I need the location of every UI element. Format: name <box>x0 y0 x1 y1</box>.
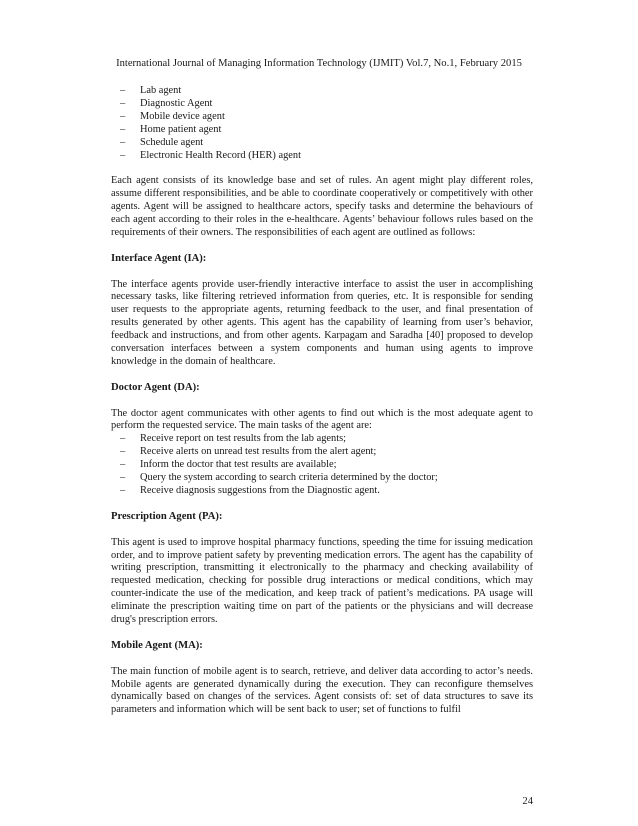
list-item: – Query the system according to search criteria determined by the doctor; <box>111 472 533 485</box>
list-item: – Electronic Health Record (HER) agent <box>111 150 533 163</box>
doctor-agent-paragraph: The doctor agent communicates with other agents to find out which is the most adequate agent to perform the requested service. The main tasks of the agent are: <box>111 407 533 432</box>
list-item: – Inform the doctor that test results are available; <box>111 459 533 472</box>
list-item: – Schedule agent <box>111 137 533 150</box>
list-item: – Lab agent <box>111 85 533 98</box>
interface-agent-heading: Interface Agent (IA): <box>111 252 207 264</box>
list-item: – Receive alerts on unread test results from the alert agent; <box>111 446 533 459</box>
list-item: – Receive diagnosis suggestions from the Diagnostic agent. <box>111 485 533 498</box>
doctor-agent-tasks <box>111 433 533 498</box>
list-item: – Home patient agent <box>111 124 533 137</box>
mobile-agent-paragraph: The main function of mobile agent is to search, retrieve, and deliver data according to actor’s needs. Mobile agents are generated dynamically during the execution. They can reconfigure themselves dynamically based on changes of the services. Agent consists of: set of data structures to save its parameters and information which will be sent back to user; set of functions to fulfil <box>111 665 533 716</box>
list-item: – Mobile device agent <box>111 111 533 124</box>
intro-paragraph: Each agent consists of its knowledge base and set of rules. An agent might play different roles, assume different responsibilities, and be able to coordinate cooperatively or competitively with other agents. Agent will be assigned to healthcare actors, specify tasks and determine the behaviours of each agent according to their roles in the e-healthcare. Agents’ behaviour follows rules based on the requirements of their owners. The responsibilities of each agent are outlined as follows: <box>111 175 533 238</box>
list-item: – Diagnostic Agent <box>111 98 533 111</box>
mobile-agent-heading: Mobile Agent (MA): <box>111 639 203 651</box>
list-item: – Receive report on test results from the lab agents; <box>111 433 533 446</box>
page-content <box>111 85 533 717</box>
journal-header: International Journal of Managing Information Technology (IJMIT) Vol.7, No.1, February 2015 <box>116 58 522 69</box>
page-number: 24 <box>522 796 533 807</box>
prescription-agent-heading: Prescription Agent (PA): <box>111 510 223 522</box>
agents-list <box>111 85 533 162</box>
doctor-agent-heading: Doctor Agent (DA): <box>111 381 200 393</box>
interface-agent-paragraph: The interface agents provide user-friendly interactive interface to assist the user in accomplishing necessary tasks, like filtering retrieved information from queries, etc. It is responsible for sending user requests to the appropriate agents, returning feedback to the user, and final presentation of results generated by other agents. This agent has the capability of learning from user’s behavior, feedback and instructions, and from other agents. Karpagam and Saradha [40] proposed to develop conversation interfaces between a system components and human using agents to improve knowledge in the domain of healthcare. <box>111 278 533 367</box>
prescription-agent-paragraph: This agent is used to improve hospital pharmacy functions, speeding the time for issuing medication order, and to improve patient safety by preventing medication errors. The agent has the capability of writing prescription, transmitting it electronically to the pharmacy and checking availability of requested medication, checking for possible drug interactions or medical conditions, which may counter-indicate the use of the medication, and keep track of patient’s medications. PA usage will eliminate the prescription waiting time on part of the patients or the physicians and will decrease drug's prescription errors. <box>111 536 533 626</box>
